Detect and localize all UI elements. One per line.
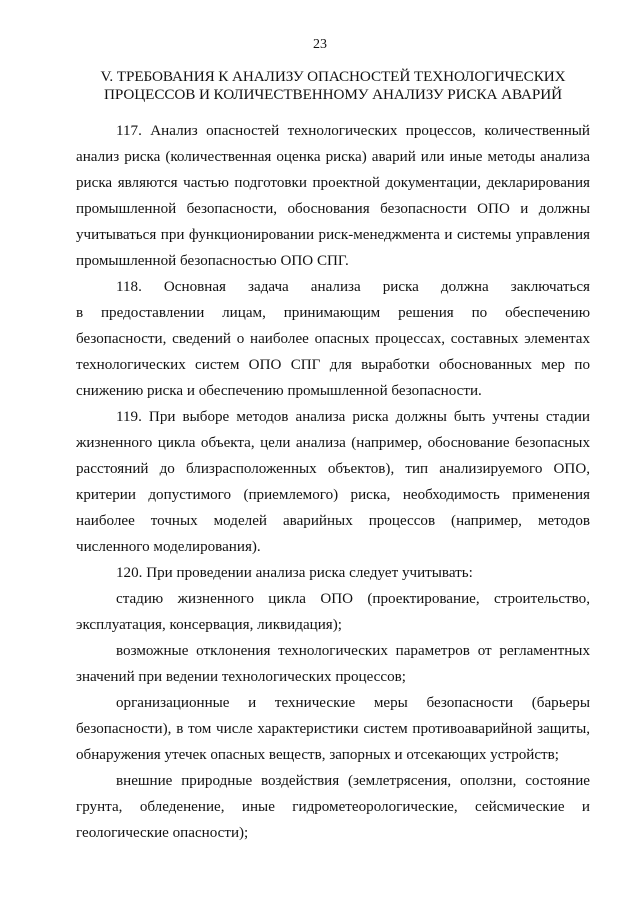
text-line: безопасности), в том числе характеристики систем противоаварийной защиты,: [76, 721, 590, 737]
text-line: технологических систем ОПО СПГ для выработки обоснованных мер по: [76, 357, 590, 373]
text-line: риска являются частью подготовки проектной документации, декларирования: [76, 175, 590, 191]
text-line: безопасности, сведений о наиболее опасных процессах, составных элементах: [76, 331, 590, 347]
text-line: промышленной безопасности, обоснования безопасности ОПО и должны: [76, 201, 590, 217]
paragraph-119: [76, 404, 590, 560]
paragraph-118: [76, 274, 590, 404]
text-line: обнаружения утечек опасных веществ, запорных и отсекающих устройств;: [76, 747, 559, 763]
text-line: жизненного цикла объекта, цели анализа (например, обоснование безопасных: [76, 435, 590, 451]
section-heading-line: V. ТРЕБОВАНИЯ К АНАЛИЗУ ОПАСНОСТЕЙ ТЕХНОЛОГИЧЕСКИХ: [100, 68, 566, 85]
text-line: 118. Основная задача анализа риска должна заключаться: [116, 279, 590, 295]
text-line: организационные и технические меры безопасности (барьеры: [116, 695, 590, 711]
page-number: 23: [313, 37, 327, 52]
text-line: стадию жизненного цикла ОПО (проектирование, строительство,: [116, 591, 590, 607]
text-line: промышленной безопасностью ОПО СПГ.: [76, 253, 349, 269]
text-line: расстояний до близрасположенных объектов), тип анализируемого ОПО,: [76, 461, 590, 477]
text-line: возможные отклонения технологических параметров от регламентных: [116, 643, 590, 659]
text-line: снижению риска и обеспечению промышленной безопасности.: [76, 383, 482, 399]
paragraph-117: [76, 118, 590, 274]
text-line: эксплуатация, консервация, ликвидация);: [76, 617, 342, 633]
text-line: 117. Анализ опасностей технологических процессов, количественный: [116, 123, 590, 139]
text-line: учитываться при функционировании риск-менеджмента и системы управления: [76, 227, 590, 243]
list-item-natural-impacts: [76, 768, 590, 846]
text-line: 119. При выборе методов анализа риска должны быть учтены стадии: [116, 409, 590, 425]
text-line: внешние природные воздействия (землетрясения, оползни, состояние: [116, 773, 590, 789]
text-line: грунта, обледенение, иные гидрометеорологические, сейсмические и: [76, 799, 590, 815]
document-body: [76, 118, 590, 846]
section-heading-line: ПРОЦЕССОВ И КОЛИЧЕСТВЕННОМУ АНАЛИЗУ РИСКА АВАРИЙ: [104, 86, 562, 103]
text-line: критерии допустимого (приемлемого) риска, необходимость применения: [76, 487, 590, 503]
text-line: анализ риска (количественная оценка риска) аварий или иные методы анализа: [76, 149, 590, 165]
text-line: геологические опасности);: [76, 825, 249, 841]
text-line: 120. При проведении анализа риска следует учитывать:: [116, 565, 473, 581]
paragraph-120: [76, 560, 590, 586]
text-line: в предоставлении лицам, принимающим решения по обеспечению: [76, 305, 590, 321]
list-item-safety-measures: [76, 690, 590, 768]
list-item-lifecycle: [76, 586, 590, 638]
list-item-deviations: [76, 638, 590, 690]
text-line: численного моделирования).: [76, 539, 261, 555]
text-line: наиболее точных моделей аварийных процессов (например, методов: [76, 513, 590, 529]
section-heading: [76, 68, 590, 104]
text-line: значений при ведении технологических процессов;: [76, 669, 406, 685]
